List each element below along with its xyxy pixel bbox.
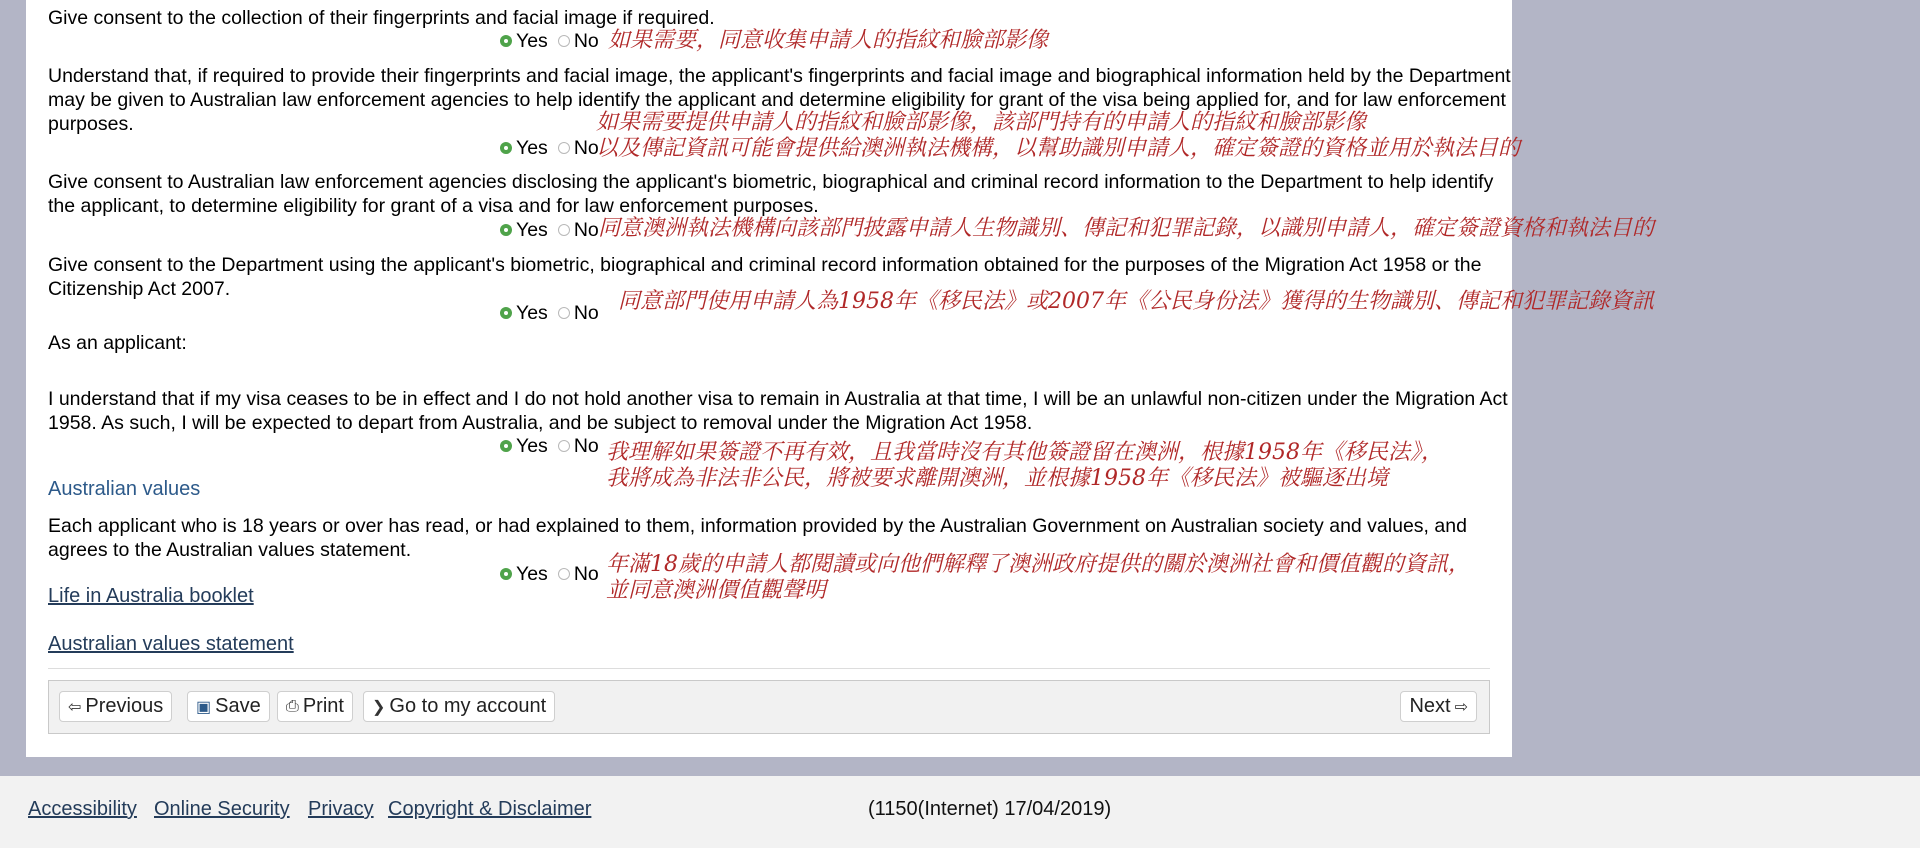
radio-checked-icon bbox=[500, 440, 512, 452]
radio-unchecked-icon bbox=[558, 307, 570, 319]
radio-checked-icon bbox=[500, 142, 512, 154]
annotation-note: 同意澳洲執法機構向該部門披露申請人生物識別、傳記和犯罪記錄，以識別申請人，確定簽證資格和執法目的 bbox=[598, 216, 1655, 241]
chevron-right-icon: ❯ bbox=[372, 698, 386, 716]
save-button[interactable]: ▣ Save bbox=[187, 691, 270, 722]
radio-no[interactable]: No bbox=[558, 301, 599, 325]
radio-no[interactable]: No bbox=[558, 136, 599, 160]
question-law-enforcement-disclosure: Give consent to Australian law enforcement agencies disclosing the applicant's biometric, biographical and criminal record information to the Department to help identify the applicant, to determine eligibility for grant of a visa and for law enforcement purposes. bbox=[48, 171, 1494, 217]
values-statement-link[interactable]: Australian values statement bbox=[48, 633, 294, 655]
radio-yes[interactable]: Yes bbox=[500, 136, 548, 160]
answer-group bbox=[500, 136, 603, 160]
radio-unchecked-icon bbox=[558, 35, 570, 47]
question-australian-values: Each applicant who is 18 years or over has read, or had explained to them, information provided by the Australian Government on Australian society and values, and agrees to the Australian values statement. bbox=[48, 515, 1467, 561]
question-department-usage: Give consent to the Department using the applicant's biometric, biographical and criminal record information obtained for the purposes of the Migration Act 1958 or the Citizenship Act 2007. bbox=[48, 254, 1482, 300]
radio-yes[interactable]: Yes bbox=[500, 29, 548, 53]
radio-unchecked-icon bbox=[558, 224, 570, 236]
answer-group bbox=[500, 301, 603, 325]
print-icon: ⎙ bbox=[286, 697, 299, 715]
footer-copyright-link[interactable]: Copyright & Disclaimer bbox=[388, 798, 592, 820]
page-footer bbox=[0, 776, 1920, 848]
divider bbox=[48, 668, 1490, 669]
arrow-right-icon: ⇨ bbox=[1454, 698, 1468, 716]
radio-yes[interactable]: Yes bbox=[500, 434, 548, 458]
radio-no[interactable]: No bbox=[558, 218, 599, 242]
radio-unchecked-icon bbox=[558, 142, 570, 154]
print-button[interactable]: ⎙ Print bbox=[277, 691, 353, 722]
radio-no[interactable]: No bbox=[558, 434, 599, 458]
answer-group bbox=[500, 218, 603, 242]
question-share-biometrics: Understand that, if required to provide their fingerprints and facial image, the applicant's fingerprints and facial image and biographical information held by the Department may be given to Australian law enforcement agencies to help identify the applicant and determine eligibility for grant of the visa being applied for, and for law enforcement purposes. bbox=[48, 65, 1511, 135]
radio-unchecked-icon bbox=[558, 440, 570, 452]
previous-button[interactable]: ⇦ Previous bbox=[59, 691, 172, 722]
question-fingerprint-consent: Give consent to the collection of their fingerprints and facial image if required. bbox=[48, 7, 715, 29]
annotation-note: 如果需要，同意收集申請人的指紋和臉部影像 bbox=[608, 28, 1049, 53]
radio-yes[interactable]: Yes bbox=[500, 301, 548, 325]
radio-checked-icon bbox=[500, 35, 512, 47]
form-toolbar bbox=[48, 680, 1490, 734]
as-applicant-heading: As an applicant: bbox=[48, 332, 187, 354]
radio-no[interactable]: No bbox=[558, 562, 599, 586]
footer-privacy-link[interactable]: Privacy bbox=[308, 798, 374, 820]
answer-group bbox=[500, 434, 603, 458]
radio-unchecked-icon bbox=[558, 568, 570, 580]
radio-no[interactable]: No bbox=[558, 29, 599, 53]
annotation-note: 我理解如果簽證不再有效，且我當時沒有其他簽證留在澳洲，根據1958年《移民法》， 我將成為非法非公民，將被要求離開澳洲，並根據1958年《移民法》被驅逐出境 bbox=[606, 440, 1443, 491]
life-in-australia-link[interactable]: Life in Australia booklet bbox=[48, 585, 254, 607]
radio-checked-icon bbox=[500, 307, 512, 319]
radio-yes[interactable]: Yes bbox=[500, 562, 548, 586]
save-icon: ▣ bbox=[196, 698, 212, 716]
radio-checked-icon bbox=[500, 568, 512, 580]
go-to-account-button[interactable]: ❯ Go to my account bbox=[363, 691, 555, 722]
section-title-australian-values: Australian values bbox=[48, 478, 201, 500]
radio-checked-icon bbox=[500, 224, 512, 236]
annotation-note: 年滿18歲的申請人都閱讀或向他們解釋了澳洲政府提供的關於澳洲社會和價值觀的資訊， 並同意澳洲價值觀聲明 bbox=[606, 552, 1470, 603]
footer-accessibility-link[interactable]: Accessibility bbox=[28, 798, 137, 820]
footer-security-link[interactable]: Online Security bbox=[154, 798, 290, 820]
radio-yes[interactable]: Yes bbox=[500, 218, 548, 242]
footer-status: (1150(Internet) 17/04/2019) bbox=[868, 798, 1112, 820]
question-unlawful-non-citizen: I understand that if my visa ceases to be in effect and I do not hold another visa to remain in Australia at that time, I will be an unlawful non-citizen under the Migration Act 1958. As such, I will be expected to depart from Australia, and be subject to removal under the Migration Act 1958. bbox=[48, 388, 1508, 434]
annotation-note: 如果需要提供申請人的指紋和臉部影像，該部門持有的申請人的指紋和臉部影像 以及傳記資訊可能會提供給澳洲執法機構，以幫助識別申請人，確定簽證的資格並用於執法目的 bbox=[596, 110, 1521, 161]
annotation-note: 同意部門使用申請人為1958年《移民法》或2007年《公民身份法》獲得的生物識別、傳記和犯罪記錄資訊 bbox=[618, 289, 1654, 314]
answer-group bbox=[500, 29, 603, 53]
next-button[interactable]: Next ⇨ bbox=[1400, 691, 1477, 722]
answer-group bbox=[500, 562, 603, 586]
arrow-left-icon: ⇦ bbox=[68, 698, 82, 716]
